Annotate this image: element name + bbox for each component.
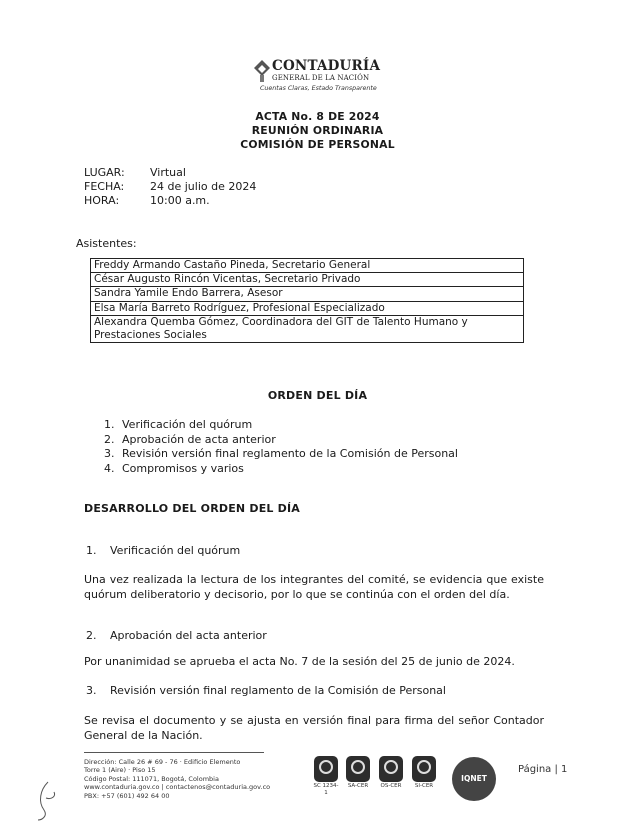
signature-mark-icon — [34, 780, 64, 822]
item-title: Verificación del quórum — [110, 544, 241, 557]
list-item-number: 4. — [104, 461, 115, 475]
desarrollo-item-3-text: Se revisa el documento y se ajusta en versión final para firma del señor Contador General de la Nación. — [84, 714, 544, 742]
item-title: Aprobación del acta anterior — [110, 629, 267, 642]
table-cell: Alexandra Quemba Gómez, Coordinadora del GIT de Talento Humano y Prestaciones Sociales — [91, 315, 524, 342]
list-item — [104, 462, 458, 477]
orden-title: ORDEN DEL DÍA — [267, 389, 368, 402]
footer-divider — [84, 752, 264, 753]
list-item — [104, 447, 458, 462]
footer-line: Dirección: Calle 26 # 69 - 76 · Edificio Elemento — [84, 758, 241, 766]
table-row — [91, 259, 524, 273]
list-item-text: Aprobación de acta anterior — [122, 432, 276, 446]
fecha-value: 24 de julio de 2024 — [150, 180, 257, 193]
cert-label: SC 1234-1 — [313, 783, 339, 796]
organization-logo — [254, 58, 384, 98]
fecha-label: FECHA: — [84, 180, 125, 193]
footer-address — [84, 758, 270, 800]
cert-label: SI-CER — [414, 783, 434, 789]
desarrollo-item-2-text: Por unanimidad se aprueba el acta No. 7 de la sesión del 25 de junio de 2024. — [84, 655, 515, 668]
comision-title: COMISIÓN DE PERSONAL — [240, 138, 395, 151]
table-cell: César Augusto Rincón Vicentas, Secretario Privado — [91, 273, 524, 287]
cert-label: OS-CER — [380, 783, 402, 789]
asistentes-table — [90, 258, 524, 343]
logo-name: CONTADURÍA — [272, 58, 381, 74]
table-row — [91, 301, 524, 315]
item-number: 1. — [86, 544, 97, 557]
table-cell: Sandra Yamile Endo Barrera, Asesor — [91, 287, 524, 301]
logo-subtitle: GENERAL DE LA NACIÓN — [272, 74, 370, 82]
list-item-text: Verificación del quórum — [122, 418, 253, 431]
reunion-title: REUNIÓN ORDINARIA — [251, 124, 384, 137]
iqnet-badge: IQNET — [452, 757, 496, 801]
list-item-text: Compromisos y varios — [122, 461, 244, 475]
cert-label: SA-CER — [347, 783, 369, 789]
desarrollo-item-3 — [86, 684, 446, 697]
table-cell: Elsa María Barreto Rodríguez, Profesional Especializado — [91, 301, 524, 315]
logo-tagline: Cuentas Claras, Estado Transparente — [260, 85, 377, 92]
certification-badge — [313, 756, 339, 797]
icontec-cert-icon — [412, 756, 436, 782]
list-item — [104, 433, 458, 448]
certification-badge — [345, 756, 371, 790]
desarrollo-item-1-text: Una vez realizada la lectura de los integrantes del comité, se evidencia que existe quórum deliberatorio y decisorio, por lo que se continúa con el orden del día. — [84, 573, 544, 601]
acta-title: ACTA No. 8 DE 2024 — [255, 110, 380, 123]
list-item-number: 3. — [104, 447, 115, 460]
footer-line: Código Postal: 111071, Bogotá, Colombia — [84, 774, 219, 783]
lugar-label: LUGAR: — [84, 166, 125, 179]
certification-badge — [411, 756, 437, 790]
asistentes-label: Asistentes: — [76, 237, 137, 250]
desarrollo-title: DESARROLLO DEL ORDEN DEL DÍA — [84, 502, 300, 515]
contaduria-logo-mark-icon — [254, 60, 270, 82]
table-cell: Freddy Armando Castaño Pineda, Secretario General — [91, 259, 524, 273]
desarrollo-item-1 — [86, 544, 240, 557]
page-number: Página | 1 — [518, 764, 568, 775]
table-row — [91, 315, 524, 342]
list-item-number: 1. — [104, 418, 115, 431]
item-number: 2. — [86, 629, 97, 642]
lugar-value: Virtual — [150, 166, 186, 179]
icontec-cert-icon — [314, 756, 338, 782]
footer-line: www.contaduria.gov.co | contactenos@contaduria.gov.co — [84, 783, 271, 792]
orden-list — [104, 418, 458, 476]
hora-label: HORA: — [84, 194, 120, 207]
list-item-text: Revisión versión final reglamento de la Comisión de Personal — [122, 447, 458, 460]
list-item — [104, 418, 458, 433]
hora-value: 10:00 a.m. — [150, 194, 210, 207]
item-number: 3. — [86, 684, 97, 697]
icontec-cert-icon — [379, 756, 403, 782]
table-row — [91, 273, 524, 287]
list-item-number: 2. — [104, 432, 115, 446]
desarrollo-item-2 — [86, 629, 267, 642]
item-title: Revisión versión final reglamento de la Comisión de Personal — [110, 684, 446, 697]
footer-line: Torre 1 (Aire) · Piso 15 — [84, 766, 156, 775]
icontec-cert-icon — [346, 756, 370, 782]
certification-badge — [378, 756, 404, 790]
footer-line: PBX: +57 (601) 492 64 00 — [84, 791, 170, 800]
table-row — [91, 287, 524, 301]
